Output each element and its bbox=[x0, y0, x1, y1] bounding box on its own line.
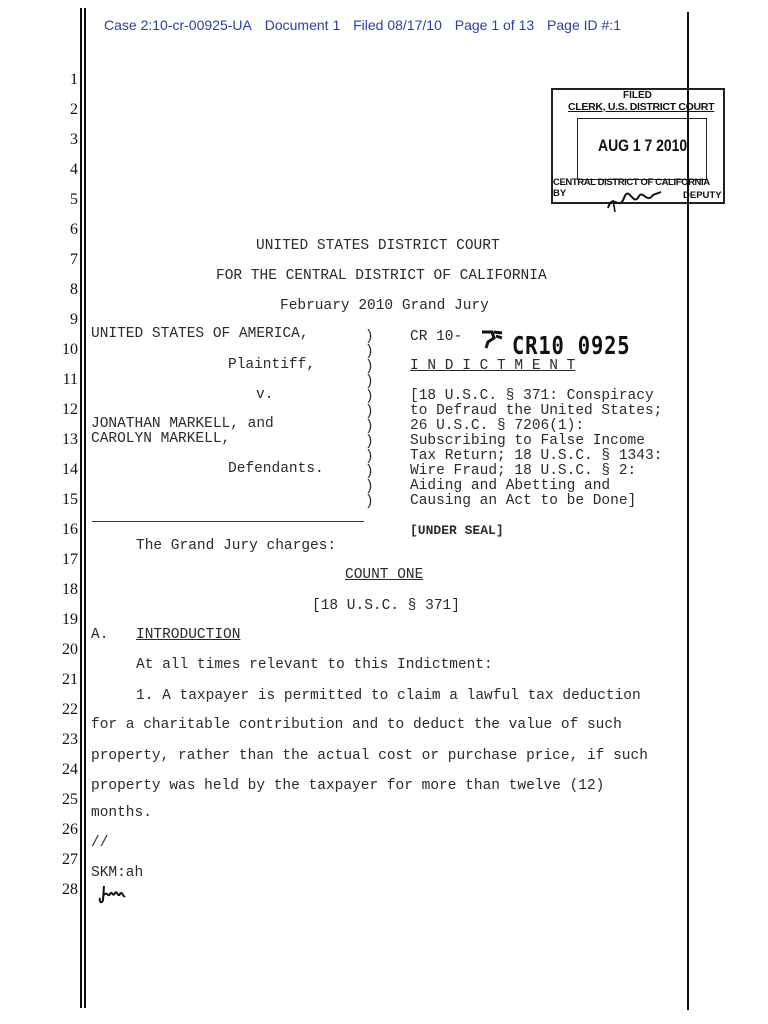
caption-divider-rule bbox=[92, 521, 364, 522]
line-number: 23 bbox=[62, 731, 78, 748]
intro-sentence: At all times relevant to this Indictment: bbox=[136, 657, 493, 673]
statute-line: Wire Fraud; 18 U.S.C. § 2: bbox=[410, 463, 637, 479]
statute-line: Tax Return; 18 U.S.C. § 1343: bbox=[410, 448, 663, 464]
cr-prefix: CR 10- bbox=[410, 329, 463, 345]
statute-line: to Defraud the United States; bbox=[410, 403, 663, 419]
document-title: I N D I C T M E N T bbox=[410, 358, 576, 374]
line-number: 21 bbox=[62, 671, 78, 688]
typist-initials: SKM:ah bbox=[91, 865, 144, 881]
line-number: 25 bbox=[62, 791, 78, 808]
line-number: 3 bbox=[70, 131, 78, 148]
line-number: 8 bbox=[70, 281, 78, 298]
statute-line: [18 U.S.C. § 371: Conspiracy bbox=[410, 388, 654, 404]
paragraph-1-line: for a charitable contribution and to deduct the value of such bbox=[91, 717, 622, 733]
page-count: Page 1 of 13 bbox=[454, 17, 535, 33]
line-number: 12 bbox=[62, 401, 78, 418]
left-margin-rule-1 bbox=[80, 8, 82, 1008]
stamp-date: AUG 1 7 2010 bbox=[598, 136, 688, 155]
deputy-signature-scribble bbox=[605, 186, 665, 214]
section-letter: A. bbox=[91, 627, 109, 643]
grand-jury-charges: The Grand Jury charges: bbox=[136, 538, 337, 554]
ecf-header bbox=[104, 17, 630, 33]
plaintiff-name: UNITED STATES OF AMERICA, bbox=[91, 326, 309, 342]
line-number: 27 bbox=[62, 851, 78, 868]
stamp-filed: FILED bbox=[623, 90, 652, 101]
stamp-by: BY bbox=[553, 188, 567, 199]
count-statute: [18 U.S.C. § 371] bbox=[312, 598, 460, 614]
continuation-slashes: // bbox=[91, 835, 109, 851]
versus: v. bbox=[256, 387, 274, 403]
line-number: 10 bbox=[62, 341, 78, 358]
under-seal: [UNDER SEAL] bbox=[410, 523, 504, 538]
paragraph-1-line: property was held by the taxpayer for more than twelve (12) bbox=[91, 778, 605, 794]
line-number: 11 bbox=[62, 371, 78, 388]
court-district: FOR THE CENTRAL DISTRICT OF CALIFORNIA bbox=[216, 268, 547, 284]
line-number: 28 bbox=[62, 881, 78, 898]
line-number: 15 bbox=[62, 491, 78, 508]
statute-list bbox=[410, 389, 662, 509]
line-number: 22 bbox=[62, 701, 78, 718]
court-name: UNITED STATES DISTRICT COURT bbox=[256, 238, 500, 254]
defendant-1: JONATHAN MARKELL, and bbox=[91, 416, 274, 432]
defendant-role: Defendants. bbox=[228, 461, 324, 477]
count-heading: COUNT ONE bbox=[345, 567, 424, 583]
line-number: 17 bbox=[62, 551, 78, 568]
document-number: Document 1 bbox=[264, 17, 341, 33]
line-number: 20 bbox=[62, 641, 78, 658]
case-number-stamp-mark bbox=[480, 330, 506, 350]
line-number: 14 bbox=[62, 461, 78, 478]
left-margin-rule-2 bbox=[84, 8, 86, 1008]
line-number: 2 bbox=[70, 101, 78, 118]
statute-line: Causing an Act to be Done] bbox=[410, 493, 637, 509]
case-number: Case 2:10-cr-00925-UA bbox=[104, 17, 252, 33]
paragraph-1-line: 1. A taxpayer is permitted to claim a lawful tax deduction bbox=[136, 688, 641, 704]
stamp-clerk: CLERK, U.S. DISTRICT COURT bbox=[568, 101, 715, 113]
line-number: 26 bbox=[62, 821, 78, 838]
line-number: 18 bbox=[62, 581, 78, 598]
section-title: INTRODUCTION bbox=[136, 627, 241, 643]
line-number: 6 bbox=[70, 221, 78, 238]
statute-line: 26 U.S.C. § 7206(1): bbox=[410, 418, 585, 434]
line-number: 1 bbox=[70, 71, 78, 88]
statute-line: Subscribing to False Income bbox=[410, 433, 645, 449]
line-number: 4 bbox=[70, 161, 78, 178]
case-number-stamp: CR10 0925 bbox=[512, 331, 631, 360]
line-number: 5 bbox=[70, 191, 78, 208]
plaintiff-role: Plaintiff, bbox=[228, 357, 316, 373]
line-number: 9 bbox=[70, 311, 78, 328]
line-number: 7 bbox=[70, 251, 78, 268]
handwritten-initials bbox=[98, 884, 128, 906]
line-number: 13 bbox=[62, 431, 78, 448]
line-number: 19 bbox=[62, 611, 78, 628]
line-number: 16 bbox=[62, 521, 78, 538]
statute-line: Aiding and Abetting and bbox=[410, 478, 611, 494]
defendant-2: CAROLYN MARKELL, bbox=[91, 431, 231, 447]
paragraph-1-line: months. bbox=[91, 805, 152, 821]
stamp-deputy: DEPUTY bbox=[683, 190, 722, 201]
paragraph-1-line: property, rather than the actual cost or purchase price, if such bbox=[91, 748, 648, 764]
filed-date: Filed 08/17/10 bbox=[353, 17, 442, 33]
stamp-district: CENTRAL DISTRICT OF CALIFORNIA bbox=[553, 177, 710, 188]
line-number: 24 bbox=[62, 761, 78, 778]
caption-parentheses: ) ) ) ) ) ) ) ) ) ) ) ) bbox=[365, 329, 374, 510]
grand-jury-term: February 2010 Grand Jury bbox=[280, 298, 489, 314]
page-id: Page ID #:1 bbox=[547, 17, 621, 33]
